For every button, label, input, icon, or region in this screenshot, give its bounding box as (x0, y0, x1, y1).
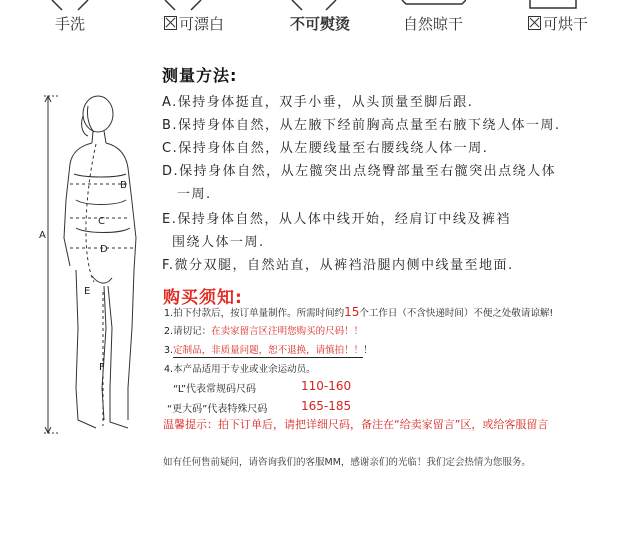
footer-text: 如有任何售前疑问，请咨询我们的客服MM，感谢亲们的光临！我们定会热情为您服务。 (163, 457, 531, 468)
care-label-no-iron: 不可熨烫 (290, 15, 351, 33)
notice-title: 购买须知: (163, 288, 243, 308)
size-xl-range: 165-185 (301, 399, 352, 413)
measure-step-a: A.保持身体挺直，双手小垂，从头顶量至脚后跟. (162, 95, 474, 110)
dim-label-f: F (99, 362, 105, 373)
warm-tip: 温馨提示：拍下订单后，请把详细尺码，备注在“给卖家留言”区，或给客服留言 (163, 418, 549, 431)
cross-box-icon (528, 16, 541, 30)
measure-step-b: B.保持身体自然，从左腋下经前胸高点量至右腋下绕人体一周. (162, 118, 561, 133)
care-label-no-tumble-dry: 可烘干 (528, 13, 588, 34)
size-l-name: “L”代表常规码尺码 (173, 384, 256, 395)
measure-step-d-cont: 一周. (177, 187, 212, 202)
care-label-line-dry: 自然晾干 (403, 15, 464, 33)
no-bleach-icon (163, 0, 203, 12)
measure-step-f: F.微分双腿，自然站直，从裤裆沿腿内侧中线量至地面. (162, 258, 514, 273)
cross-box-icon (164, 16, 177, 30)
care-symbols (0, 0, 620, 40)
dim-label-a: A (39, 230, 46, 241)
size-l-range: 110-160 (301, 379, 352, 393)
dim-label-e: E (84, 286, 91, 297)
no-iron-icon (290, 0, 340, 12)
notice-line-4: 4.本产品适用于专业或业余运动员。 (164, 364, 316, 375)
line-dry-icon (400, 0, 466, 12)
dim-label-b: B (120, 180, 127, 191)
measure-step-d: D.保持身体自然，从左髋突出点绕臀部量至右髋突出点绕人体 (162, 164, 557, 179)
no-tumble-dry-icon (528, 0, 578, 12)
size-xl-name: “更大码”代表特殊尺码 (167, 404, 268, 415)
measure-step-c: C.保持身体自然，从左腰线量至右腰线绕人体一周. (162, 141, 489, 156)
hand-wash-icon (50, 0, 90, 12)
measure-step-e-cont: 围绕人体一周. (172, 235, 265, 250)
care-label-hand-wash: 手洗 (55, 15, 86, 33)
measure-step-e: E.保持身体自然，从人体中线开始，经肩订中线及裤裆 (162, 212, 511, 227)
dim-label-c: C (98, 216, 105, 227)
notice-line-1: 1.拍下付款后，按订单量制作。所需时间约15个工作日（不含快递时间）不便之处敬请谅解! (164, 305, 554, 319)
notice-line-3: 3.定制品，非质量问题，恕不退换，请慎拍！！！ (164, 345, 373, 356)
measure-title: 测量方法: (162, 66, 238, 85)
body-measurement-figure (36, 88, 154, 440)
notice-line-2: 2.请切记：在卖家留言区注明您购买的尺码！！ (164, 326, 364, 337)
dim-label-d: D (100, 244, 108, 255)
care-label-no-bleach: 可漂白 (164, 13, 224, 34)
